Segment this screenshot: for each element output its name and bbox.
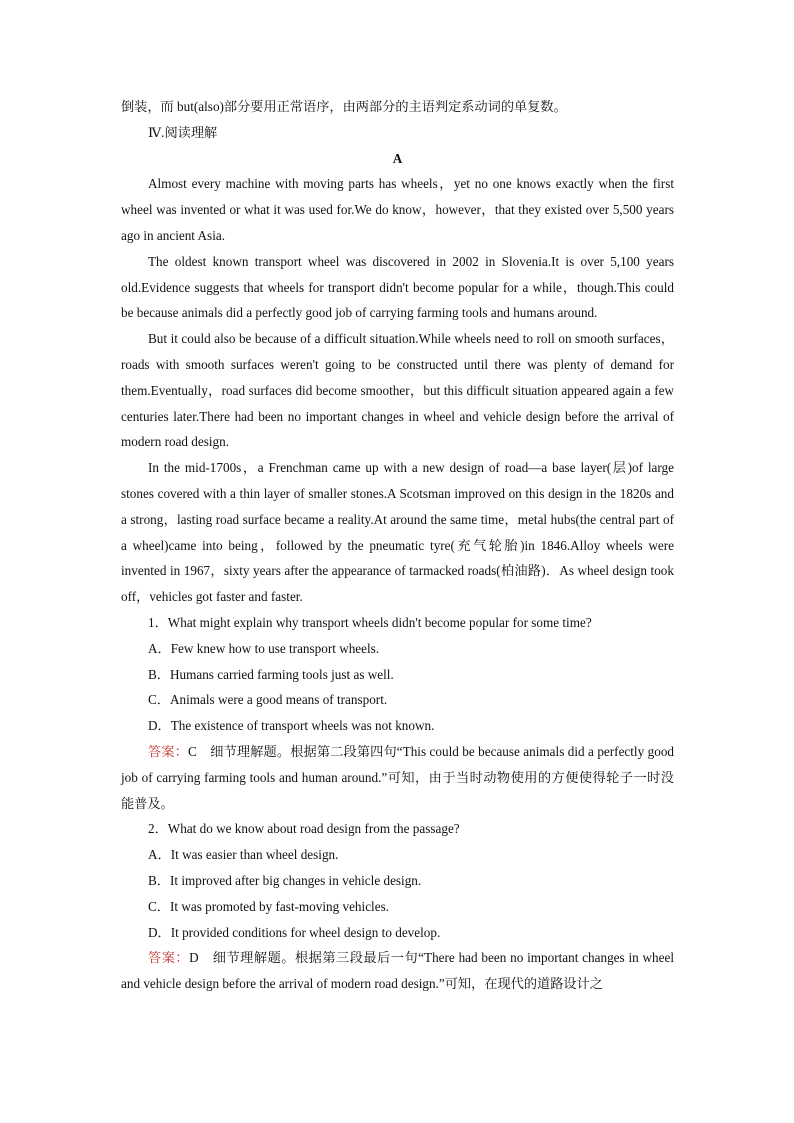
question-1-answer-text: C 细节理解题。根据第二段第四句“This could be because animals did a perfectly good job of carrying farming tools and human around.”可知，由于当时动物使用的方便使得轮子一时没能普及。 xyxy=(121,743,675,811)
question-2-stem: 2．What do we know about road design from the passage? xyxy=(148,821,460,837)
intro-line: 倒装，而 but(also)部分要用正常语序，由两部分的主语判定系动词的单复数。 xyxy=(121,99,567,114)
question-2-option-d: D．It provided conditions for wheel design to develop. xyxy=(148,924,441,940)
question-2-answer xyxy=(121,945,674,997)
passage-label: A xyxy=(392,150,403,166)
section-heading: Ⅳ.阅读理解 xyxy=(148,124,218,140)
question-1-option-d: D．The existence of transport wheels was not known. xyxy=(148,718,435,734)
passage-paragraph-4: In the mid-1700s，a Frenchman came up with a new design of road—a base layer(层)of large stones covered with a thin layer of smaller stones.A Scotsman improved on this design in the 1820s and a strong，lasting road surface became a reality.At around the same time，metal hubs(the central part of a wheel)came into being，followed by the pneumatic tyre(充气轮胎)in 1846.Alloy wheels were invented in 1967，sixty years after the appearance of tarmacked roads(柏油路)．As wheel design took off，vehicles got faster and faster. xyxy=(121,460,674,605)
question-2-answer-label: 答案： xyxy=(148,950,190,966)
question-2-answer-text: D 细节理解题。根据第三段最后一句“There had been no important changes in wheel and vehicle design before the arrival of modern road design.”可知，在现代的道路设计之 xyxy=(121,950,674,992)
page-content xyxy=(121,94,674,997)
question-2-option-b: B．It improved after big changes in vehicle design. xyxy=(148,872,422,888)
question-1-option-b: B．Humans carried farming tools just as well. xyxy=(148,666,394,682)
question-1-answer-label: 答案： xyxy=(148,743,188,759)
question-1-stem: 1．What might explain why transport wheels didn't become popular for some time? xyxy=(148,614,592,630)
passage-paragraph-3: But it could also be because of a difficult situation.While wheels need to roll on smooth surfaces，roads with smooth surfaces weren't going to be constructed until there was plenty of demand for them.Eventually，road surfaces did become smoother，but this difficult situation appeared again a few centuries later.There had been no important changes in wheel and vehicle design before the arrival of modern road design. xyxy=(121,331,674,450)
question-2-option-a: A．It was easier than wheel design. xyxy=(148,847,339,863)
question-2-option-c: C．It was promoted by fast-moving vehicles. xyxy=(148,898,389,914)
passage-paragraph-2: The oldest known transport wheel was discovered in 2002 in Slovenia.It is over 5,100 years old.Evidence suggests that wheels for transport didn't become popular for a while，though.This could be because animals did a perfectly good job of carrying farming tools and humans around. xyxy=(121,253,674,321)
question-1-option-a: A．Few knew how to use transport wheels. xyxy=(148,640,380,656)
passage-paragraph-1: Almost every machine with moving parts has wheels，yet no one knows exactly when the first wheel was invented or what it was used for.We do know，however，that they existed over 5,500 years ago in ancient Asia. xyxy=(121,176,674,243)
question-1-option-c: C．Animals were a good means of transport. xyxy=(148,692,388,708)
question-1-answer xyxy=(121,739,674,816)
